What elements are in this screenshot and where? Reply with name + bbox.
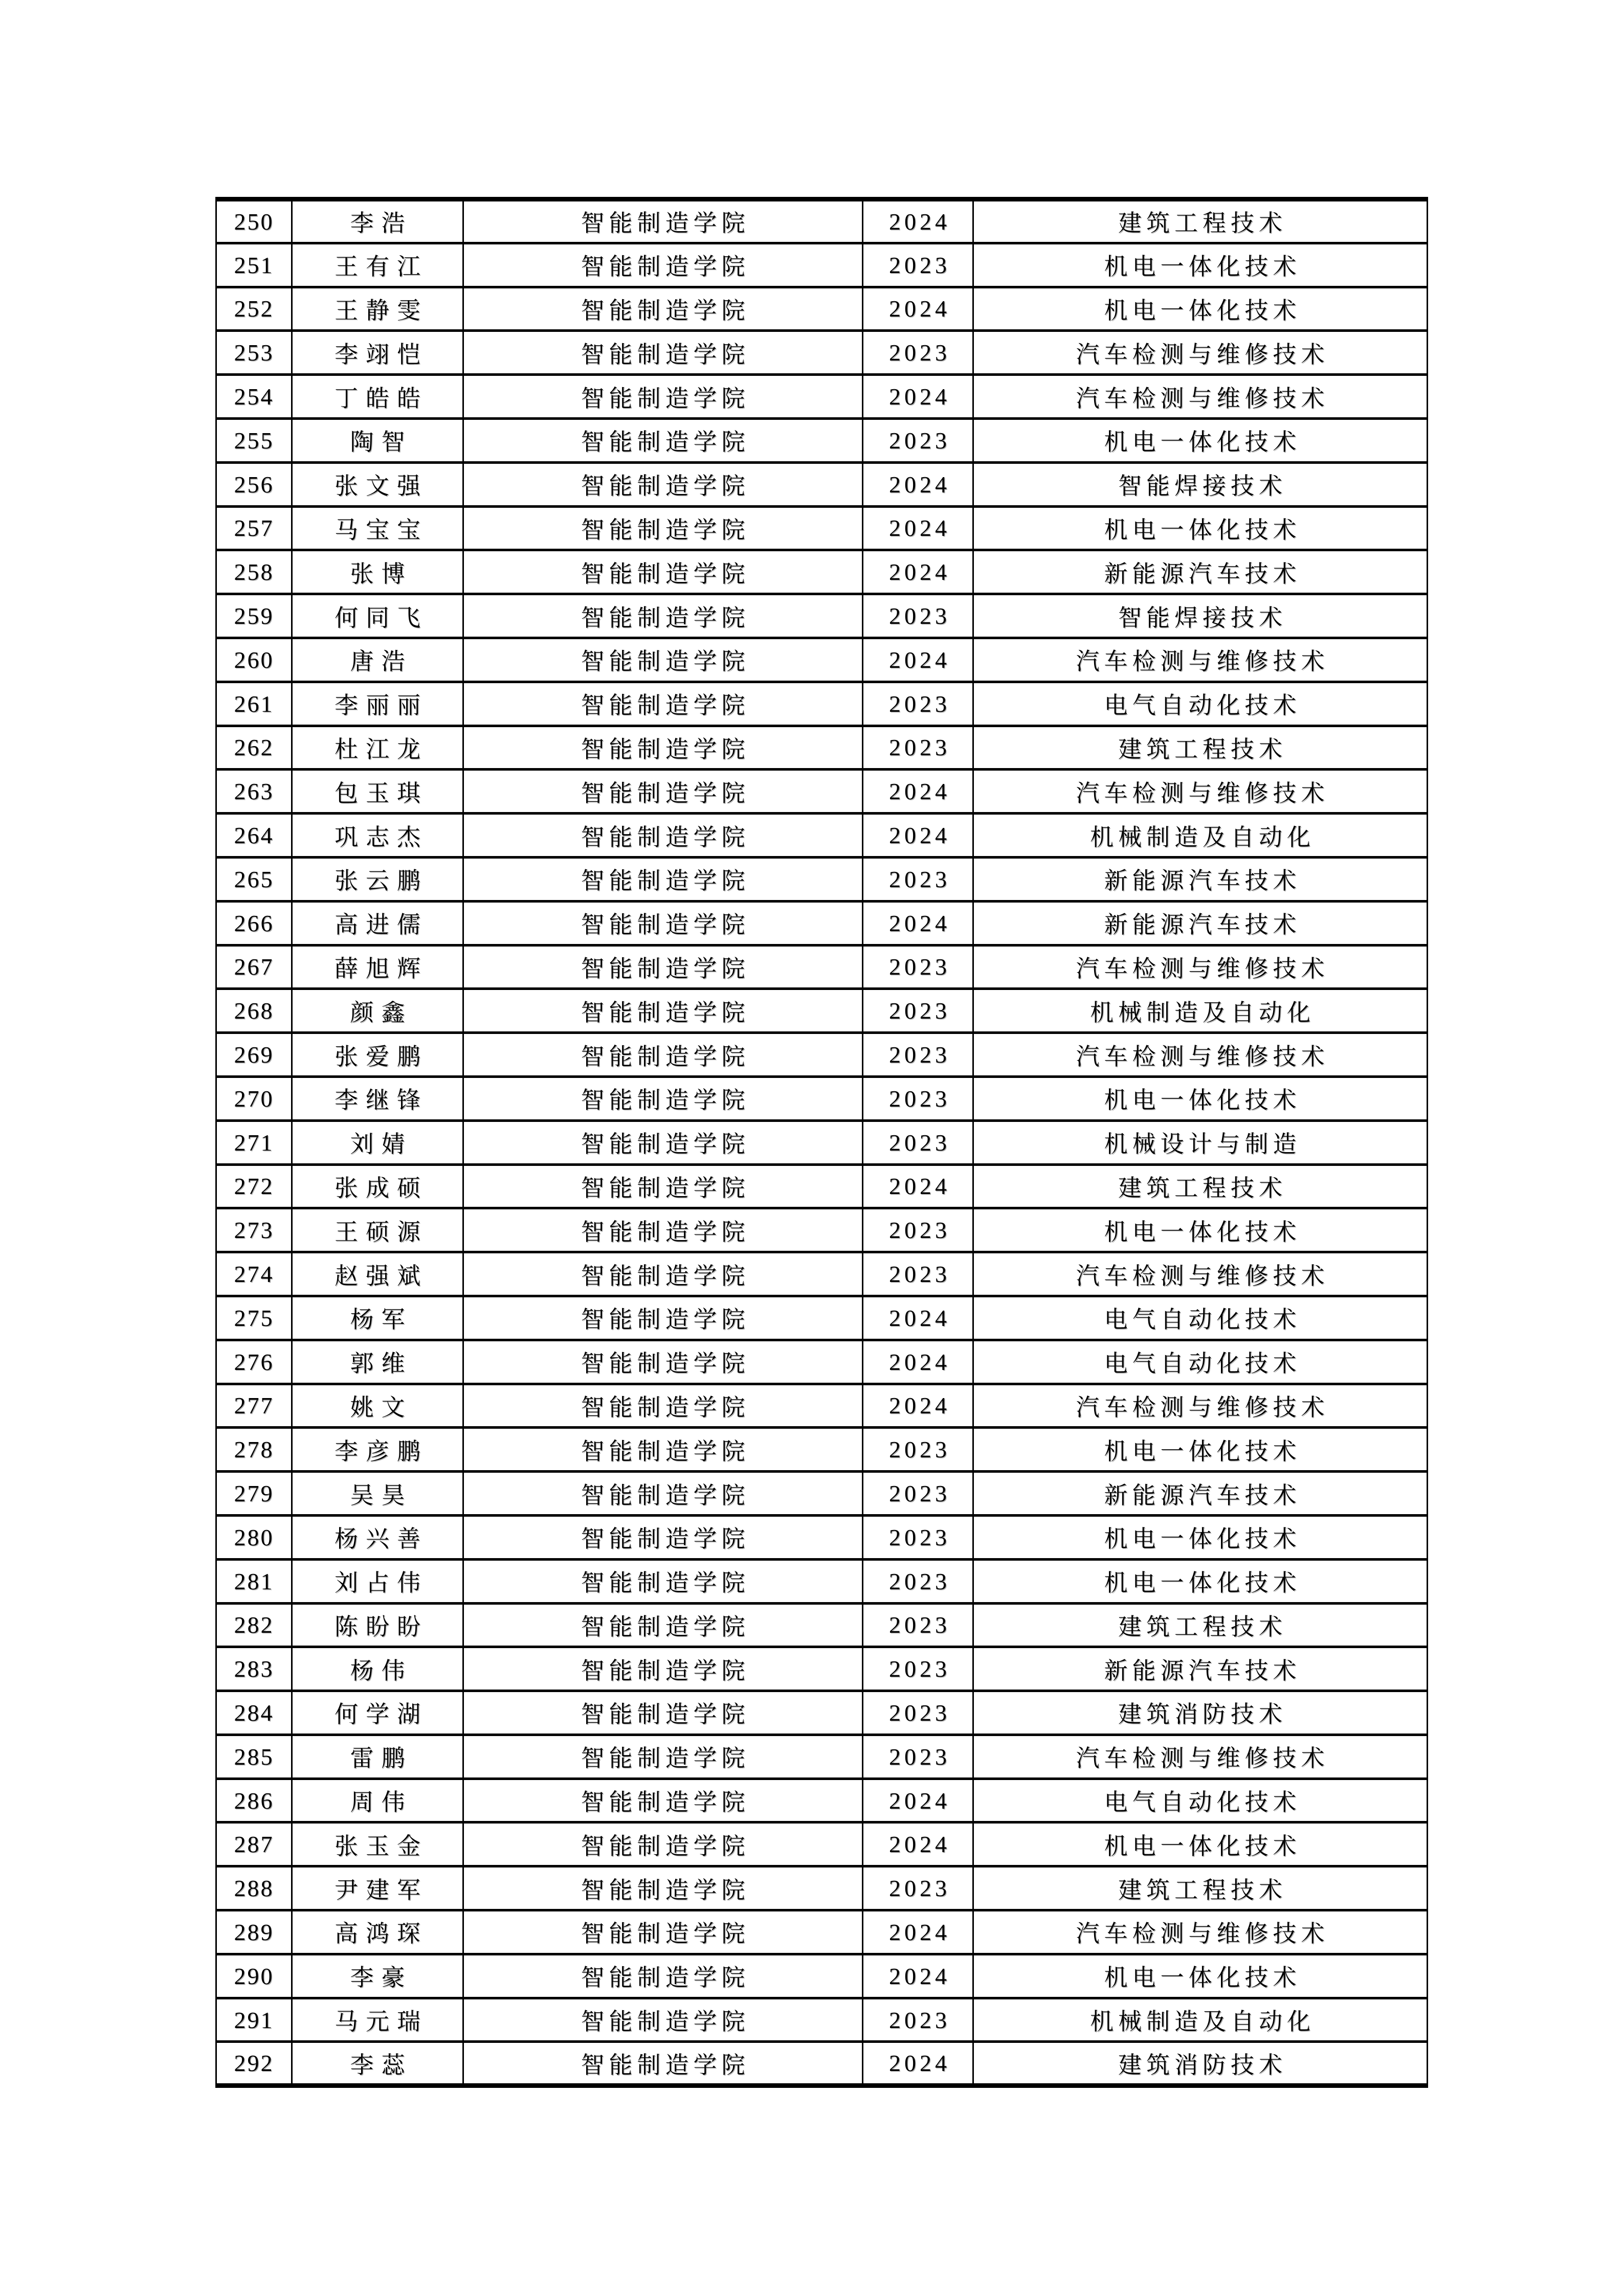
table-row <box>216 1559 1428 1603</box>
table-row <box>216 770 1428 814</box>
table-row <box>216 1910 1428 1954</box>
cell-student-name: 何学湖 <box>292 1691 463 1735</box>
cell-major: 建筑工程技术 <box>973 1164 1428 1208</box>
cell-grade-year: 2023 <box>863 1866 973 1910</box>
cell-grade-year: 2023 <box>863 682 973 726</box>
cell-grade-year: 2024 <box>863 814 973 858</box>
table-row <box>216 682 1428 726</box>
cell-grade-year: 2023 <box>863 857 973 901</box>
cell-row-number: 285 <box>216 1735 292 1779</box>
cell-grade-year: 2024 <box>863 1822 973 1866</box>
cell-college: 智能制造学院 <box>463 1296 863 1340</box>
cell-college: 智能制造学院 <box>463 1691 863 1735</box>
table-row <box>216 462 1428 506</box>
cell-student-name: 杨兴善 <box>292 1515 463 1559</box>
cell-major: 汽车检测与维修技术 <box>973 331 1428 375</box>
cell-major: 机电一体化技术 <box>973 506 1428 550</box>
cell-student-name: 李蕊 <box>292 2042 463 2086</box>
cell-college: 智能制造学院 <box>463 1164 863 1208</box>
cell-college: 智能制造学院 <box>463 1076 863 1120</box>
cell-grade-year: 2023 <box>863 1603 973 1647</box>
cell-major: 建筑工程技术 <box>973 1866 1428 1910</box>
cell-grade-year: 2024 <box>863 1340 973 1384</box>
cell-grade-year: 2024 <box>863 550 973 594</box>
table-row <box>216 287 1428 331</box>
cell-major: 机电一体化技术 <box>973 1954 1428 1998</box>
cell-college: 智能制造学院 <box>463 945 863 989</box>
table-row <box>216 1252 1428 1296</box>
cell-row-number: 254 <box>216 375 292 419</box>
cell-student-name: 赵强斌 <box>292 1252 463 1296</box>
cell-row-number: 269 <box>216 1033 292 1077</box>
cell-major: 机械制造及自动化 <box>973 1998 1428 2042</box>
table-row <box>216 550 1428 594</box>
cell-grade-year: 2023 <box>863 1252 973 1296</box>
student-roster-table <box>215 197 1428 2088</box>
cell-grade-year: 2023 <box>863 726 973 770</box>
cell-student-name: 张成硕 <box>292 1164 463 1208</box>
cell-major: 机械设计与制造 <box>973 1120 1428 1164</box>
table-row <box>216 594 1428 638</box>
cell-student-name: 姚文 <box>292 1384 463 1428</box>
cell-college: 智能制造学院 <box>463 331 863 375</box>
cell-college: 智能制造学院 <box>463 243 863 287</box>
cell-student-name: 张爱鹏 <box>292 1033 463 1077</box>
cell-grade-year: 2024 <box>863 506 973 550</box>
cell-student-name: 张博 <box>292 550 463 594</box>
cell-student-name: 李豪 <box>292 1954 463 1998</box>
cell-row-number: 275 <box>216 1296 292 1340</box>
cell-row-number: 291 <box>216 1998 292 2042</box>
cell-student-name: 包玉琪 <box>292 770 463 814</box>
cell-grade-year: 2023 <box>863 1515 973 1559</box>
cell-row-number: 274 <box>216 1252 292 1296</box>
table-row <box>216 1866 1428 1910</box>
cell-row-number: 277 <box>216 1384 292 1428</box>
cell-grade-year: 2023 <box>863 1076 973 1120</box>
cell-row-number: 251 <box>216 243 292 287</box>
cell-row-number: 270 <box>216 1076 292 1120</box>
cell-college: 智能制造学院 <box>463 857 863 901</box>
cell-grade-year: 2024 <box>863 2042 973 2086</box>
cell-student-name: 马宝宝 <box>292 506 463 550</box>
cell-row-number: 288 <box>216 1866 292 1910</box>
cell-student-name: 薛旭辉 <box>292 945 463 989</box>
cell-student-name: 尹建军 <box>292 1866 463 1910</box>
cell-college: 智能制造学院 <box>463 682 863 726</box>
table-row <box>216 726 1428 770</box>
roster-body <box>216 199 1428 2086</box>
cell-major: 电气自动化技术 <box>973 1779 1428 1822</box>
cell-college: 智能制造学院 <box>463 1954 863 1998</box>
cell-student-name: 巩志杰 <box>292 814 463 858</box>
cell-grade-year: 2024 <box>863 1384 973 1428</box>
cell-student-name: 刘占伟 <box>292 1559 463 1603</box>
cell-major: 汽车检测与维修技术 <box>973 1384 1428 1428</box>
cell-grade-year: 2023 <box>863 1472 973 1516</box>
table-row <box>216 945 1428 989</box>
cell-grade-year: 2023 <box>863 1691 973 1735</box>
cell-row-number: 283 <box>216 1647 292 1691</box>
cell-major: 建筑工程技术 <box>973 726 1428 770</box>
cell-college: 智能制造学院 <box>463 287 863 331</box>
table-row <box>216 1208 1428 1252</box>
cell-college: 智能制造学院 <box>463 1998 863 2042</box>
cell-row-number: 257 <box>216 506 292 550</box>
cell-college: 智能制造学院 <box>463 1822 863 1866</box>
cell-grade-year: 2023 <box>863 418 973 462</box>
cell-student-name: 何同飞 <box>292 594 463 638</box>
cell-major: 电气自动化技术 <box>973 1296 1428 1340</box>
table-row <box>216 331 1428 375</box>
cell-major: 机电一体化技术 <box>973 1515 1428 1559</box>
cell-major: 汽车检测与维修技术 <box>973 375 1428 419</box>
table-row <box>216 1735 1428 1779</box>
cell-grade-year: 2024 <box>863 1910 973 1954</box>
cell-college: 智能制造学院 <box>463 1866 863 1910</box>
cell-major: 汽车检测与维修技术 <box>973 945 1428 989</box>
cell-row-number: 250 <box>216 199 292 243</box>
table-row <box>216 1033 1428 1077</box>
cell-major: 机电一体化技术 <box>973 287 1428 331</box>
cell-student-name: 李翊恺 <box>292 331 463 375</box>
cell-college: 智能制造学院 <box>463 638 863 682</box>
cell-major: 新能源汽车技术 <box>973 901 1428 945</box>
cell-college: 智能制造学院 <box>463 1779 863 1822</box>
cell-grade-year: 2023 <box>863 989 973 1033</box>
cell-major: 建筑工程技术 <box>973 199 1428 243</box>
table-row <box>216 638 1428 682</box>
cell-major: 建筑工程技术 <box>973 1603 1428 1647</box>
cell-row-number: 255 <box>216 418 292 462</box>
cell-major: 新能源汽车技术 <box>973 550 1428 594</box>
cell-grade-year: 2024 <box>863 375 973 419</box>
cell-row-number: 276 <box>216 1340 292 1384</box>
cell-major: 汽车检测与维修技术 <box>973 1910 1428 1954</box>
cell-grade-year: 2023 <box>863 1735 973 1779</box>
table-row <box>216 1603 1428 1647</box>
table-row <box>216 1340 1428 1384</box>
cell-student-name: 马元瑞 <box>292 1998 463 2042</box>
cell-student-name: 李丽丽 <box>292 682 463 726</box>
cell-college: 智能制造学院 <box>463 1120 863 1164</box>
cell-major: 汽车检测与维修技术 <box>973 1735 1428 1779</box>
cell-row-number: 253 <box>216 331 292 375</box>
cell-student-name: 唐浩 <box>292 638 463 682</box>
cell-college: 智能制造学院 <box>463 1910 863 1954</box>
cell-major: 汽车检测与维修技术 <box>973 770 1428 814</box>
cell-major: 建筑消防技术 <box>973 2042 1428 2086</box>
table-row <box>216 1076 1428 1120</box>
cell-grade-year: 2024 <box>863 1779 973 1822</box>
cell-college: 智能制造学院 <box>463 1603 863 1647</box>
cell-student-name: 杜江龙 <box>292 726 463 770</box>
cell-grade-year: 2023 <box>863 331 973 375</box>
cell-student-name: 颜鑫 <box>292 989 463 1033</box>
cell-student-name: 吴昊 <box>292 1472 463 1516</box>
cell-row-number: 279 <box>216 1472 292 1516</box>
cell-major: 汽车检测与维修技术 <box>973 1252 1428 1296</box>
cell-college: 智能制造学院 <box>463 1428 863 1472</box>
cell-major: 机械制造及自动化 <box>973 989 1428 1033</box>
cell-college: 智能制造学院 <box>463 2042 863 2086</box>
cell-college: 智能制造学院 <box>463 1208 863 1252</box>
table-row <box>216 1120 1428 1164</box>
cell-grade-year: 2024 <box>863 638 973 682</box>
cell-grade-year: 2023 <box>863 1208 973 1252</box>
cell-college: 智能制造学院 <box>463 1735 863 1779</box>
cell-college: 智能制造学院 <box>463 462 863 506</box>
table-row <box>216 243 1428 287</box>
table-row <box>216 1472 1428 1516</box>
table-row <box>216 1998 1428 2042</box>
cell-student-name: 王静雯 <box>292 287 463 331</box>
table-row <box>216 1691 1428 1735</box>
table-row <box>216 375 1428 419</box>
cell-major: 机电一体化技术 <box>973 1559 1428 1603</box>
cell-student-name: 张玉金 <box>292 1822 463 1866</box>
table-row <box>216 1384 1428 1428</box>
cell-student-name: 李浩 <box>292 199 463 243</box>
cell-college: 智能制造学院 <box>463 1647 863 1691</box>
cell-major: 机电一体化技术 <box>973 1428 1428 1472</box>
cell-grade-year: 2023 <box>863 243 973 287</box>
cell-row-number: 272 <box>216 1164 292 1208</box>
cell-college: 智能制造学院 <box>463 1033 863 1077</box>
cell-college: 智能制造学院 <box>463 594 863 638</box>
cell-student-name: 王有江 <box>292 243 463 287</box>
cell-student-name: 杨军 <box>292 1296 463 1340</box>
cell-college: 智能制造学院 <box>463 1384 863 1428</box>
cell-row-number: 265 <box>216 857 292 901</box>
cell-college: 智能制造学院 <box>463 1472 863 1516</box>
cell-major: 机电一体化技术 <box>973 418 1428 462</box>
cell-student-name: 陶智 <box>292 418 463 462</box>
cell-row-number: 267 <box>216 945 292 989</box>
cell-college: 智能制造学院 <box>463 1252 863 1296</box>
cell-college: 智能制造学院 <box>463 1340 863 1384</box>
cell-college: 智能制造学院 <box>463 1559 863 1603</box>
cell-student-name: 张文强 <box>292 462 463 506</box>
cell-row-number: 266 <box>216 901 292 945</box>
cell-college: 智能制造学院 <box>463 550 863 594</box>
table-row <box>216 1296 1428 1340</box>
cell-row-number: 280 <box>216 1515 292 1559</box>
table-row <box>216 2042 1428 2086</box>
cell-major: 机械制造及自动化 <box>973 814 1428 858</box>
table-row <box>216 1515 1428 1559</box>
cell-row-number: 273 <box>216 1208 292 1252</box>
cell-major: 电气自动化技术 <box>973 682 1428 726</box>
cell-row-number: 252 <box>216 287 292 331</box>
cell-student-name: 刘婧 <box>292 1120 463 1164</box>
cell-row-number: 258 <box>216 550 292 594</box>
cell-student-name: 雷鹏 <box>292 1735 463 1779</box>
cell-row-number: 271 <box>216 1120 292 1164</box>
table-row <box>216 506 1428 550</box>
table-row <box>216 1164 1428 1208</box>
cell-major: 建筑消防技术 <box>973 1691 1428 1735</box>
cell-row-number: 287 <box>216 1822 292 1866</box>
cell-row-number: 262 <box>216 726 292 770</box>
cell-student-name: 郭维 <box>292 1340 463 1384</box>
cell-student-name: 李继锋 <box>292 1076 463 1120</box>
cell-grade-year: 2023 <box>863 1998 973 2042</box>
cell-college: 智能制造学院 <box>463 989 863 1033</box>
table-row <box>216 901 1428 945</box>
cell-row-number: 264 <box>216 814 292 858</box>
cell-major: 新能源汽车技术 <box>973 1647 1428 1691</box>
cell-row-number: 260 <box>216 638 292 682</box>
cell-major: 电气自动化技术 <box>973 1340 1428 1384</box>
cell-major: 新能源汽车技术 <box>973 857 1428 901</box>
cell-major: 汽车检测与维修技术 <box>973 1033 1428 1077</box>
cell-grade-year: 2024 <box>863 199 973 243</box>
cell-row-number: 281 <box>216 1559 292 1603</box>
table-row <box>216 989 1428 1033</box>
cell-row-number: 259 <box>216 594 292 638</box>
cell-student-name: 高进儒 <box>292 901 463 945</box>
cell-grade-year: 2023 <box>863 945 973 989</box>
cell-row-number: 282 <box>216 1603 292 1647</box>
cell-row-number: 292 <box>216 2042 292 2086</box>
table-row <box>216 199 1428 243</box>
cell-grade-year: 2024 <box>863 462 973 506</box>
cell-college: 智能制造学院 <box>463 726 863 770</box>
cell-grade-year: 2023 <box>863 1428 973 1472</box>
table-row <box>216 1647 1428 1691</box>
cell-major: 新能源汽车技术 <box>973 1472 1428 1516</box>
cell-student-name: 陈盼盼 <box>292 1603 463 1647</box>
cell-grade-year: 2024 <box>863 901 973 945</box>
cell-row-number: 268 <box>216 989 292 1033</box>
cell-student-name: 杨伟 <box>292 1647 463 1691</box>
cell-major: 机电一体化技术 <box>973 1822 1428 1866</box>
cell-college: 智能制造学院 <box>463 770 863 814</box>
cell-college: 智能制造学院 <box>463 506 863 550</box>
cell-row-number: 286 <box>216 1779 292 1822</box>
cell-major: 机电一体化技术 <box>973 243 1428 287</box>
cell-college: 智能制造学院 <box>463 1515 863 1559</box>
cell-row-number: 290 <box>216 1954 292 1998</box>
cell-college: 智能制造学院 <box>463 418 863 462</box>
cell-student-name: 王硕源 <box>292 1208 463 1252</box>
cell-grade-year: 2023 <box>863 594 973 638</box>
table-row <box>216 1428 1428 1472</box>
cell-major: 机电一体化技术 <box>973 1208 1428 1252</box>
cell-grade-year: 2024 <box>863 287 973 331</box>
cell-student-name: 高鸿琛 <box>292 1910 463 1954</box>
cell-college: 智能制造学院 <box>463 901 863 945</box>
cell-student-name: 张云鹏 <box>292 857 463 901</box>
cell-major: 智能焊接技术 <box>973 462 1428 506</box>
cell-major: 机电一体化技术 <box>973 1076 1428 1120</box>
table-row <box>216 1779 1428 1822</box>
cell-grade-year: 2023 <box>863 1647 973 1691</box>
cell-grade-year: 2024 <box>863 1954 973 1998</box>
cell-college: 智能制造学院 <box>463 814 863 858</box>
cell-grade-year: 2023 <box>863 1033 973 1077</box>
cell-college: 智能制造学院 <box>463 199 863 243</box>
cell-row-number: 263 <box>216 770 292 814</box>
cell-student-name: 丁皓皓 <box>292 375 463 419</box>
table-row <box>216 418 1428 462</box>
table-row <box>216 814 1428 858</box>
table-row <box>216 857 1428 901</box>
cell-row-number: 261 <box>216 682 292 726</box>
cell-grade-year: 2023 <box>863 1120 973 1164</box>
cell-row-number: 284 <box>216 1691 292 1735</box>
cell-student-name: 周伟 <box>292 1779 463 1822</box>
cell-college: 智能制造学院 <box>463 375 863 419</box>
cell-major: 汽车检测与维修技术 <box>973 638 1428 682</box>
cell-student-name: 李彦鹏 <box>292 1428 463 1472</box>
cell-row-number: 256 <box>216 462 292 506</box>
cell-grade-year: 2024 <box>863 770 973 814</box>
cell-grade-year: 2024 <box>863 1164 973 1208</box>
cell-grade-year: 2023 <box>863 1559 973 1603</box>
cell-row-number: 289 <box>216 1910 292 1954</box>
table-row <box>216 1822 1428 1866</box>
cell-grade-year: 2024 <box>863 1296 973 1340</box>
table-row <box>216 1954 1428 1998</box>
cell-major: 智能焊接技术 <box>973 594 1428 638</box>
cell-row-number: 278 <box>216 1428 292 1472</box>
